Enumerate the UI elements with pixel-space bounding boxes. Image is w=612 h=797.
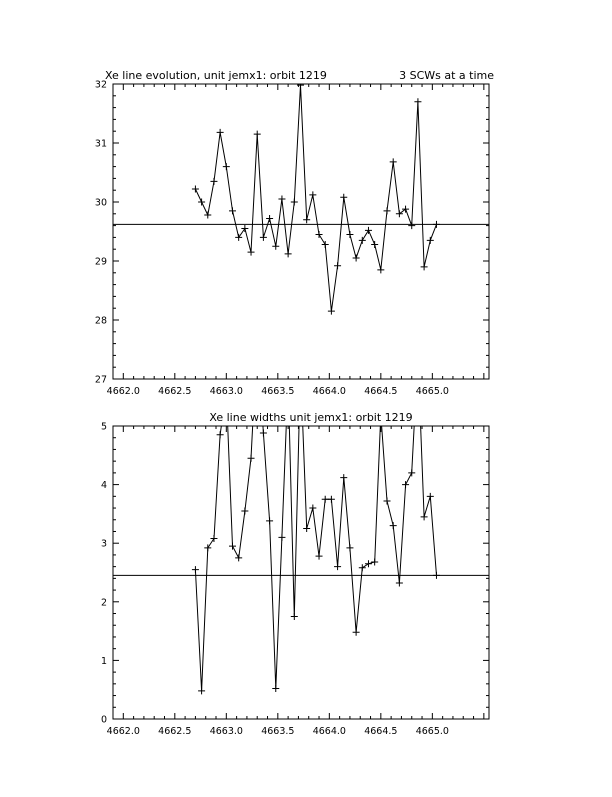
evolution-y-tick-label: 31 xyxy=(94,138,107,150)
widths-data-point xyxy=(396,580,403,587)
widths-chart-title: Xe line widths unit jemx1: orbit 1219 xyxy=(209,411,413,424)
widths-y-tick-label: 3 xyxy=(100,538,107,550)
evolution-y-tick-label: 28 xyxy=(94,315,107,327)
evolution-data-point xyxy=(223,163,230,170)
widths-data-point xyxy=(371,558,378,565)
evolution-data-point xyxy=(241,225,248,232)
evolution-data-point xyxy=(427,237,434,244)
widths-data-point xyxy=(365,560,372,567)
evolution-x-tick-label: 4665.0 xyxy=(415,386,449,397)
widths-data-point xyxy=(353,629,360,636)
widths-y-tick-label: 1 xyxy=(100,655,107,667)
evolution-data-point xyxy=(359,237,366,244)
line-evolution-panel xyxy=(95,69,494,397)
widths-data-point xyxy=(390,522,397,529)
evolution-data-point xyxy=(390,158,397,165)
widths-data-point xyxy=(241,507,248,514)
widths-x-tick-label: 4664.0 xyxy=(312,726,346,737)
evolution-data-point xyxy=(235,234,242,241)
widths-data-point xyxy=(414,352,421,359)
widths-data-point xyxy=(328,496,335,503)
evolution-y-tick-label: 27 xyxy=(94,374,107,386)
widths-data-point xyxy=(204,544,211,551)
widths-data-point xyxy=(334,563,341,570)
evolution-chart-title: Xe line evolution, unit jemx1: orbit 1219 xyxy=(105,69,327,82)
evolution-data-point xyxy=(278,196,285,203)
evolution-data-point xyxy=(377,266,384,273)
widths-data-point xyxy=(402,481,409,488)
widths-data-point xyxy=(359,564,366,571)
widths-data-point xyxy=(192,566,199,573)
widths-data-point xyxy=(427,493,434,500)
evolution-data-point xyxy=(229,207,236,214)
evolution-data-point xyxy=(371,241,378,248)
evolution-data-point xyxy=(204,211,211,218)
evolution-data-point xyxy=(414,98,421,105)
widths-data-point xyxy=(316,553,323,560)
widths-y-tick-label: 5 xyxy=(100,421,107,433)
evolution-x-tick-label: 4662.5 xyxy=(158,386,192,397)
evolution-x-tick-label: 4662.0 xyxy=(106,386,140,397)
evolution-chart-subtitle: 3 SCWs at a time xyxy=(399,69,494,82)
widths-data-point xyxy=(210,535,217,542)
evolution-x-tick-label: 4663.5 xyxy=(261,386,295,397)
widths-y-tick-label: 4 xyxy=(100,480,107,492)
evolution-data-point xyxy=(266,215,273,222)
widths-data-point xyxy=(322,496,329,503)
evolution-data-point xyxy=(384,207,391,214)
evolution-y-tick-label: 29 xyxy=(94,256,107,268)
widths-x-tick-label: 4663.5 xyxy=(261,726,295,737)
evolution-data-point xyxy=(365,227,372,234)
widths-data-point xyxy=(266,517,273,524)
widths-data-point xyxy=(340,474,347,481)
evolution-data-point xyxy=(260,234,267,241)
evolution-data-point xyxy=(272,243,279,250)
evolution-data-point xyxy=(217,129,224,136)
evolution-data-point xyxy=(433,221,440,228)
widths-y-tick-label: 0 xyxy=(100,714,107,726)
evolution-plot-frame xyxy=(113,84,489,379)
evolution-data-point xyxy=(408,222,415,229)
widths-x-tick-label: 4665.0 xyxy=(415,726,449,737)
widths-data-point xyxy=(272,685,279,692)
evolution-data-point xyxy=(254,131,261,138)
widths-data-point xyxy=(297,364,304,371)
evolution-x-tick-label: 4664.0 xyxy=(312,386,346,397)
evolution-data-point xyxy=(309,191,316,198)
evolution-data-point xyxy=(285,250,292,257)
evolution-data-point xyxy=(340,194,347,201)
evolution-data-point xyxy=(297,82,304,89)
widths-data-point xyxy=(346,544,353,551)
evolution-data-point xyxy=(303,216,310,223)
widths-data-point xyxy=(384,498,391,505)
evolution-data-point xyxy=(421,263,428,270)
widths-data-point xyxy=(433,572,440,579)
widths-data-point xyxy=(217,431,224,438)
evolution-data-point xyxy=(248,249,255,256)
widths-data-point xyxy=(278,534,285,541)
evolution-data-point xyxy=(210,178,217,185)
widths-y-tick-label: 2 xyxy=(100,597,107,609)
evolution-data-point xyxy=(316,231,323,238)
evolution-y-tick-label: 30 xyxy=(94,197,107,209)
widths-plot-frame xyxy=(113,426,489,719)
evolution-data-point xyxy=(334,262,341,269)
widths-data-point xyxy=(198,687,205,694)
widths-data-point xyxy=(309,505,316,512)
widths-data-point xyxy=(408,469,415,476)
evolution-data-point xyxy=(192,186,199,193)
evolution-data-point xyxy=(328,308,335,315)
evolution-x-tick-label: 4663.0 xyxy=(209,386,243,397)
evolution-series-line xyxy=(195,85,436,311)
widths-data-point xyxy=(303,525,310,532)
widths-data-point xyxy=(291,613,298,620)
widths-x-tick-label: 4663.0 xyxy=(209,726,243,737)
widths-data-point xyxy=(229,543,236,550)
widths-x-tick-label: 4662.0 xyxy=(106,726,140,737)
evolution-data-point xyxy=(346,231,353,238)
evolution-data-point xyxy=(353,255,360,262)
evolution-data-point xyxy=(198,199,205,206)
widths-x-tick-label: 4664.5 xyxy=(364,726,398,737)
widths-data-point xyxy=(260,430,267,437)
widths-data-point xyxy=(248,455,255,462)
widths-data-point xyxy=(254,335,261,342)
evolution-data-point xyxy=(291,199,298,206)
widths-x-tick-label: 4662.5 xyxy=(158,726,192,737)
widths-data-point xyxy=(235,554,242,561)
widths-data-point xyxy=(421,513,428,520)
evolution-data-point xyxy=(322,241,329,248)
evolution-y-tick-label: 32 xyxy=(94,79,107,91)
evolution-x-tick-label: 4664.5 xyxy=(364,386,398,397)
